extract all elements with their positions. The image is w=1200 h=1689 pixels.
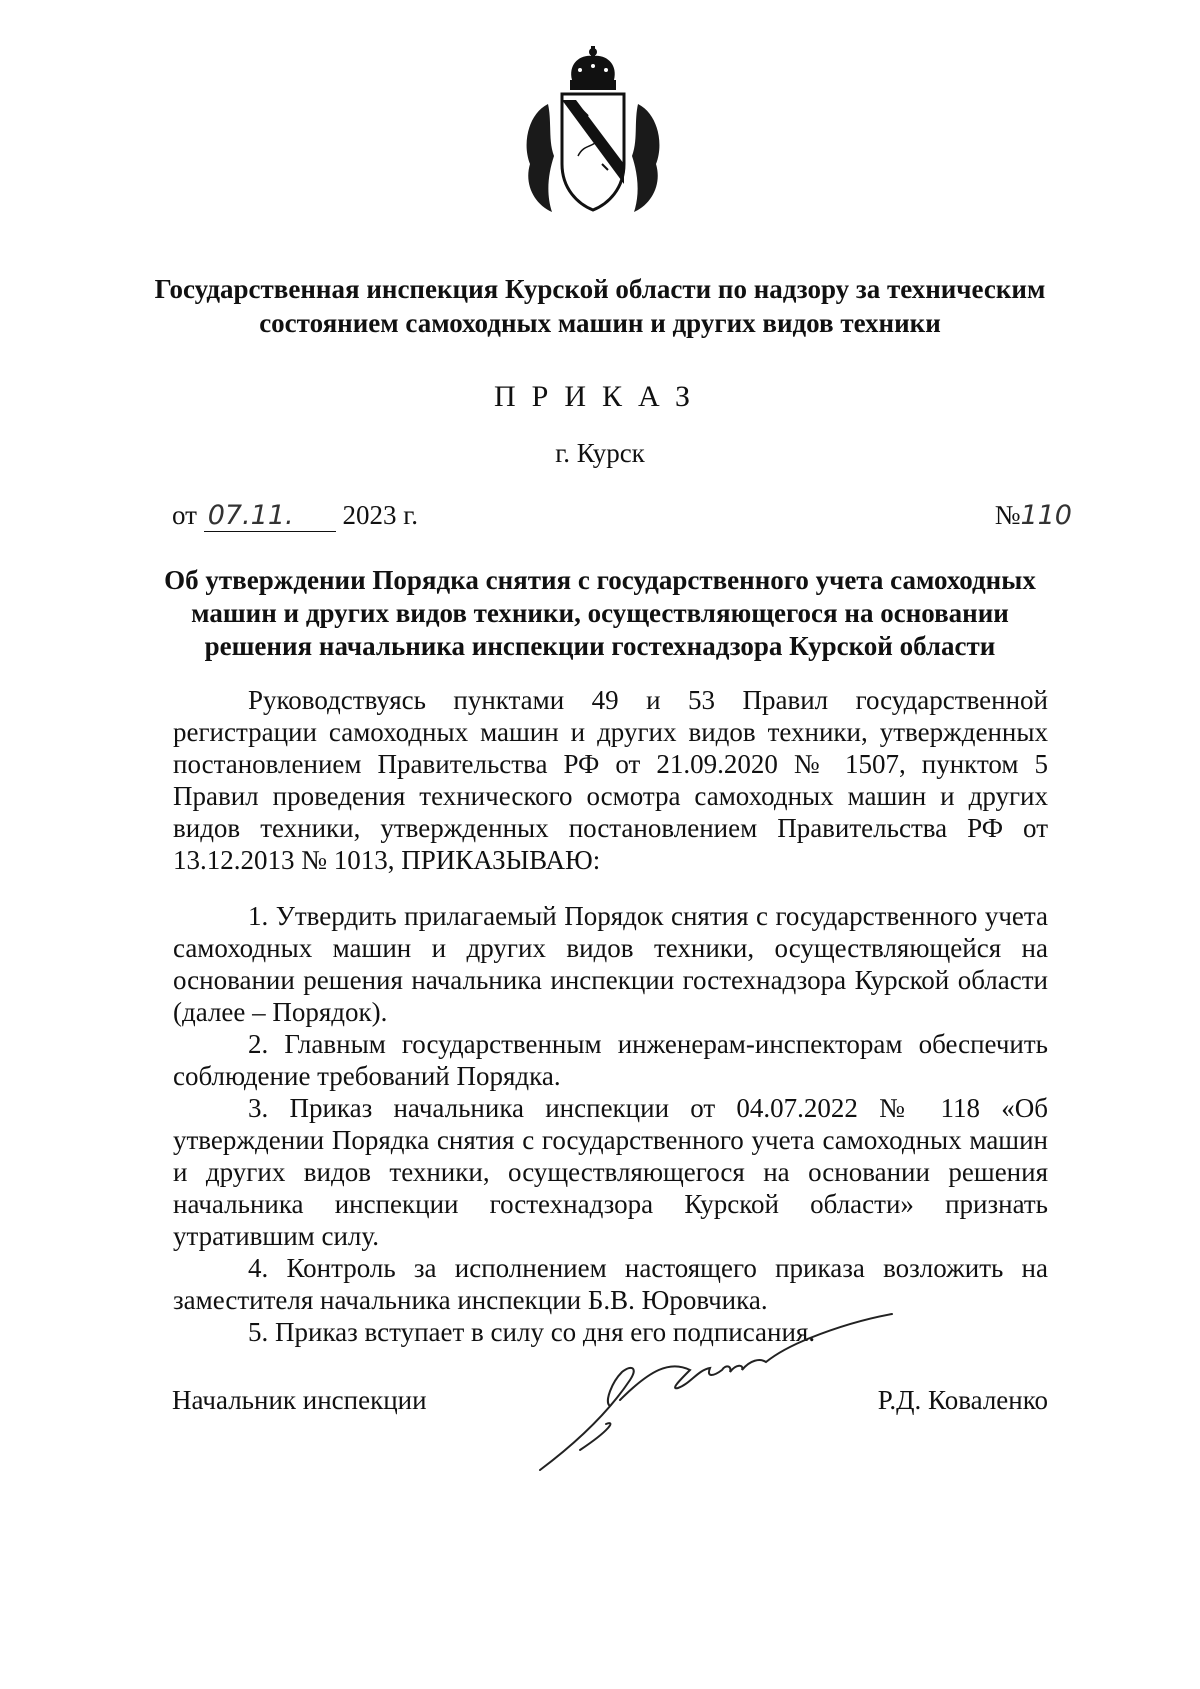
preamble-paragraph	[173, 684, 1048, 876]
signatory-title: Начальник инспекции	[172, 1385, 427, 1415]
order-subject	[150, 564, 1050, 663]
kursk-coat-of-arms-icon	[518, 44, 668, 222]
order-subject-line: машин и других видов техники, осуществляющегося на основании	[191, 598, 1009, 628]
order-item: 4. Контроль за исполнением настоящего приказа возложить на заместителя начальника инспекции Б.В. Юровчика.	[173, 1253, 1048, 1315]
city-line: г. Курск	[555, 438, 645, 468]
number-sign: №	[994, 500, 1021, 530]
document-type-title: ПРИКАЗ	[494, 380, 706, 413]
handwritten-order-number: 110	[1020, 500, 1072, 531]
date-prefix: от	[172, 500, 197, 530]
order-subject-line: Об утверждении Порядка снятия с государственного учета самоходных	[164, 565, 1036, 595]
signature-block	[172, 1385, 1048, 1425]
order-subject-line: решения начальника инспекции гостехнадзора Курской области	[204, 631, 996, 661]
preamble-text: Руководствуясь пунктами 49 и 53 Правил государственной регистрации самоходных машин и других видов техники, утвержденных постановлением Правительства РФ от 21.09.2020 № 1507, пунктом 5 Правил проведения технического осмотра самоходных машин и других видов техники, утвержденных постановлением Правительства РФ от 13.12.2013 № 1013, ПРИКАЗЫВАЮ:	[173, 685, 1048, 875]
order-number-line	[995, 500, 1072, 531]
signatory-name: Р.Д. Коваленко	[877, 1385, 1048, 1415]
order-item: 5. Приказ вступает в силу со дня его подписания.	[248, 1317, 816, 1347]
organization-name	[150, 272, 1050, 340]
organization-name-line: состоянием самоходных машин и других видов техники	[259, 308, 941, 338]
organization-name-line: Государственная инспекция Курской области по надзору за техническим	[154, 274, 1046, 304]
order-items	[173, 900, 1048, 1348]
order-item: 2. Главным государственным инженерам-инспекторам обеспечить соблюдение требований Порядка.	[173, 1029, 1048, 1091]
date-year: 2023 г.	[342, 500, 418, 530]
order-item: 3. Приказ начальника инспекции от 04.07.2022 № 118 «Об утверждении Порядка снятия с государственного учета самоходных машин и других видов техники, осуществляющегося на основании решения начальника инспекции гостехнадзора Курской области» признать утратившим силу.	[173, 1093, 1048, 1251]
date-line	[172, 500, 418, 532]
order-item: 1. Утвердить прилагаемый Порядок снятия с государственного учета самоходных машин и других видов техники, осуществляющейся на основании решения начальника инспекции гостехнадзора Курской области (далее – Порядок).	[173, 901, 1048, 1027]
handwritten-date: 07.11.	[204, 501, 336, 532]
